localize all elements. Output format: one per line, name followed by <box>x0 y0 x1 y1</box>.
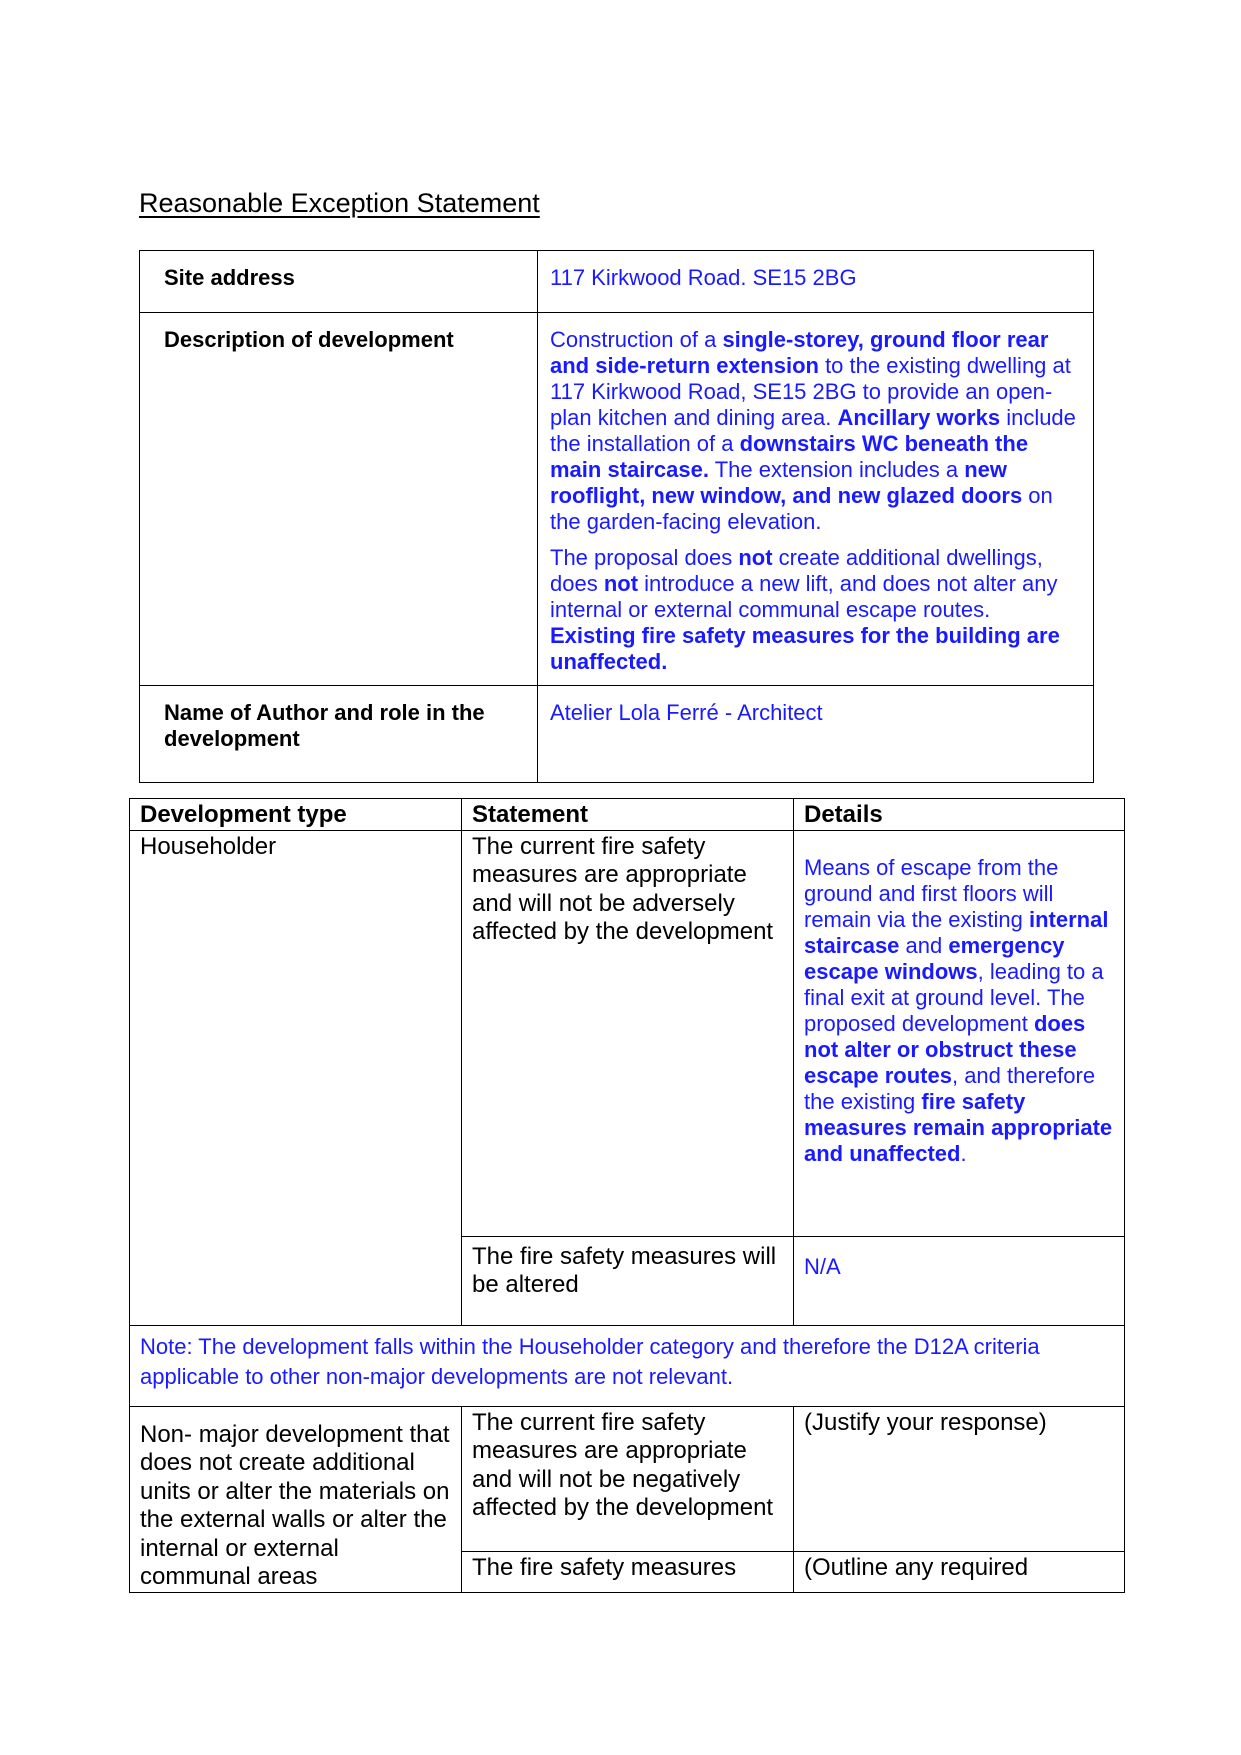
bold-text-run: does not alter or obstruct these escape routes <box>804 1010 1086 1088</box>
text-run: include the installation of a <box>550 405 1076 456</box>
non-major-details-2: (Outline any required <box>794 1551 1125 1592</box>
text-run: create additional dwellings, does <box>550 545 1043 596</box>
householder-details-2 <box>794 1236 1125 1325</box>
description-paragraph-2 <box>550 545 1081 675</box>
householder-note: Note: The development falls within the Householder category and therefore the D12A criteria applicable to other non-major developments are not relevant. <box>130 1325 1125 1406</box>
non-major-type: Non- major development that does not create additional units or alter the materials on the external walls or alter the internal or external communal areas <box>130 1406 462 1592</box>
page-title: Reasonable Exception Statement <box>139 188 540 218</box>
development-type-table <box>129 798 1125 1593</box>
bold-text-run: Ancillary works <box>837 405 1001 430</box>
details-na: N/A <box>804 1253 841 1279</box>
bold-text-run: not <box>603 571 639 596</box>
text-run: The extension includes a <box>708 457 965 482</box>
table-header-row <box>130 799 1125 831</box>
description-value <box>538 313 1094 686</box>
text-run: . <box>960 1140 967 1166</box>
non-major-details-1: (Justify your response) <box>794 1406 1125 1551</box>
bold-text-run: Existing fire safety measures for the building are unaffected. <box>550 623 1060 674</box>
site-address-label: Site address <box>140 251 538 313</box>
bold-text-run: new rooflight, new window, and new glazed doors <box>550 457 1023 508</box>
header-development-type: Development type <box>130 799 462 831</box>
author-value: Atelier Lola Ferré - Architect <box>538 686 1094 783</box>
table-row <box>140 686 1094 783</box>
text-run: on the garden-facing elevation. <box>550 483 1053 534</box>
header-statement: Statement <box>462 799 794 831</box>
bold-text-run: emergency escape windows <box>804 932 1065 984</box>
text-run: , and therefore the existing <box>804 1062 1096 1114</box>
description-paragraph-1 <box>550 327 1081 535</box>
bold-text-run: internal staircase <box>804 906 1109 958</box>
site-info-table <box>139 250 1094 783</box>
text-run: Means of escape from the ground and first floors will remain via the existing <box>804 854 1059 932</box>
bold-text-run: fire safety measures remain appropriate and unaffected <box>804 1088 1113 1166</box>
table-row <box>140 251 1094 313</box>
text-run: and <box>899 932 949 958</box>
bold-text-run: not <box>738 545 773 570</box>
description-label: Description of development <box>140 313 538 686</box>
table-row <box>130 1325 1125 1406</box>
householder-statement-1: The current fire safety measures are appropriate and will not be adversely affected by the development <box>462 830 794 1236</box>
header-details: Details <box>794 799 1125 831</box>
site-address-value: 117 Kirkwood Road. SE15 2BG <box>538 251 1094 313</box>
text-run: introduce a new lift, and does not alter any internal or external communal escape routes. <box>550 571 1058 622</box>
non-major-statement-2: The fire safety measures <box>462 1551 794 1592</box>
householder-details-1 <box>794 830 1125 1236</box>
text-run: Construction of a <box>550 327 723 352</box>
householder-type: Householder <box>130 830 462 1325</box>
bold-text-run: downstairs WC beneath the main staircase. <box>550 431 1029 482</box>
householder-statement-2: The fire safety measures will be altered <box>462 1236 794 1325</box>
text-run: , leading to a final exit at ground level. The proposed development <box>804 958 1104 1036</box>
table-row <box>130 830 1125 1236</box>
non-major-statement-1: The current fire safety measures are appropriate and will not be negatively affected by the development <box>462 1406 794 1551</box>
author-label: Name of Author and role in the development <box>140 686 538 783</box>
text-run: The proposal does <box>550 545 739 570</box>
table-row <box>140 313 1094 686</box>
bold-text-run: single-storey, ground floor rear and side-return extension <box>550 327 1049 378</box>
text-run: to the existing dwelling at 117 Kirkwood Road, SE15 2BG to provide an open-plan kitchen and dining area. <box>550 353 1071 430</box>
table-row <box>130 1406 1125 1551</box>
